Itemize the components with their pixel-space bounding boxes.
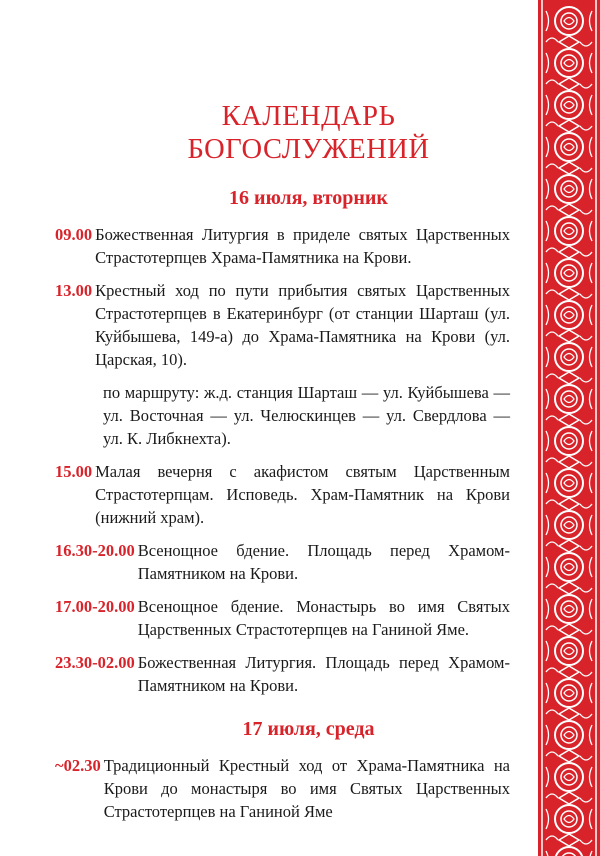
entry-description: Божественная Литургия в приделе святых Царственных Страстотерпцев Храма-Памятника на Крови. bbox=[95, 225, 510, 267]
entry-time: 15.00 bbox=[55, 462, 93, 481]
entry-description: Малая вечерня с акафистом святым Царственным Страстотерпцам. Исповедь. Храм-Памятник на Крови (нижний храм). bbox=[95, 462, 510, 527]
entry-time: 17.00-20.00 bbox=[55, 597, 135, 616]
ornamental-border bbox=[538, 0, 600, 856]
schedule-entry bbox=[55, 754, 510, 823]
schedule-entry bbox=[55, 595, 510, 641]
schedule-entry bbox=[55, 651, 510, 697]
schedule-entry bbox=[55, 223, 510, 269]
ornament-pattern-icon bbox=[538, 0, 600, 856]
entry-description: Традиционный Крестный ход от Храма-Памятника на Крови до монастыря во имя Святых Царственных Страстотерпцев на Ганиной Яме bbox=[103, 756, 510, 821]
day-heading-2: 17 июля, среда bbox=[242, 718, 375, 740]
entry-description: по маршруту: ж.д. станция Шарташ — ул. Куйбышева — ул. Восточная — ул. Челюскинцев — ул. Свердлова — ул. К. Либкнехта). bbox=[103, 383, 510, 448]
entry-time: 16.30-20.00 bbox=[55, 541, 135, 560]
page-title bbox=[107, 100, 510, 166]
schedule-entry bbox=[55, 460, 510, 529]
entry-description: Всенощное бдение. Монастырь во имя Святых Царственных Страстотерпцев на Ганиной Яме. bbox=[137, 597, 510, 639]
entry-time: ~02.30 bbox=[55, 756, 101, 775]
schedule-entry bbox=[55, 279, 510, 371]
page-title-line1: КАЛЕНДАРЬ bbox=[221, 101, 396, 132]
day-heading-1: 16 июля, вторник bbox=[229, 187, 388, 209]
schedule-page bbox=[55, 100, 510, 833]
entry-description: Божественная Литургия. Площадь перед Храмом-Памятником на Крови. bbox=[137, 653, 510, 695]
entry-description: Всенощное бдение. Площадь перед Храмом-Памятником на Крови. bbox=[137, 541, 510, 583]
entry-time: 23.30-02.00 bbox=[55, 653, 135, 672]
schedule-entry-note bbox=[55, 381, 510, 450]
entry-time: 09.00 bbox=[55, 225, 93, 244]
schedule-entry bbox=[55, 539, 510, 585]
page-title-line2: БОГОСЛУЖЕНИЙ bbox=[187, 134, 430, 165]
entry-description: Крестный ход по пути прибытия святых Царственных Страстотерпцев в Екатеринбург (от станции Шарташ (ул. Куйбышева, 149-а) до Храма-Памятника на Крови (ул. Царская, 10). bbox=[95, 281, 510, 369]
entry-time: 13.00 bbox=[55, 281, 93, 300]
